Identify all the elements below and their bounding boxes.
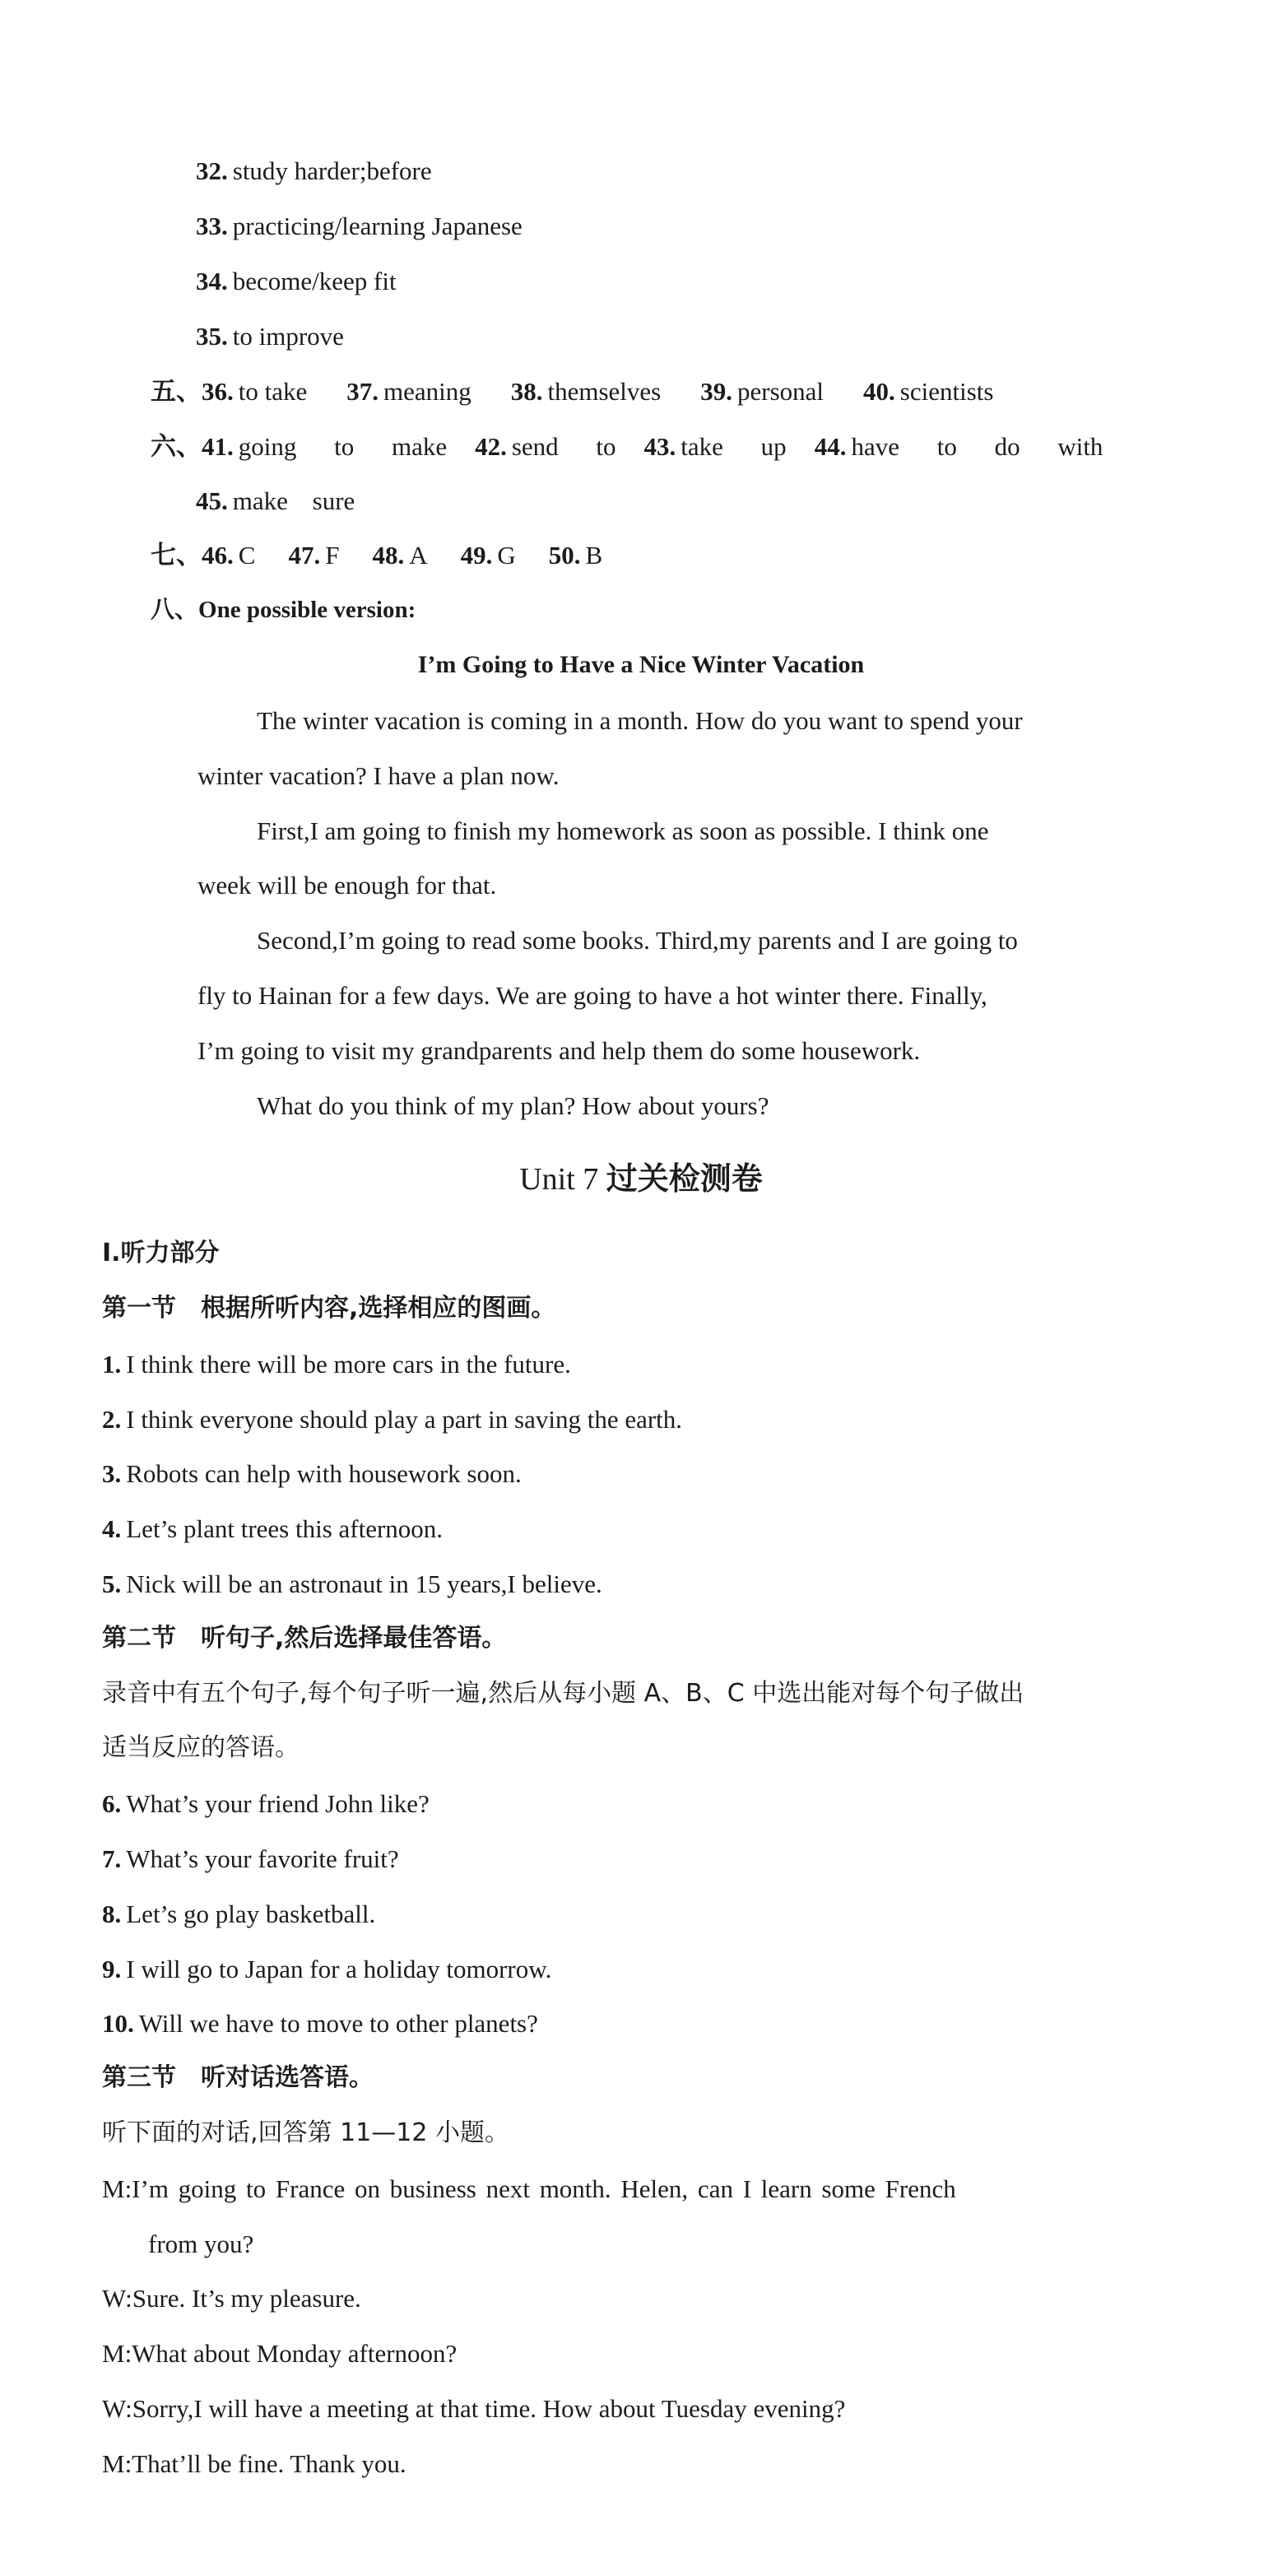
answer-number: 33.	[196, 212, 228, 240]
answer-text: study harder;before	[232, 156, 432, 185]
section-marker: 七、	[151, 541, 202, 570]
answer-number: 34.	[196, 267, 228, 295]
answer-text: C	[238, 541, 256, 570]
essay-line: fly to Hainan for a few days. We are going to have a hot winter there. Finally,	[197, 981, 987, 1010]
item-number: 5.	[102, 1569, 122, 1598]
item-number: 7.	[102, 1844, 122, 1873]
answer-text: G	[497, 541, 516, 570]
answer-34	[196, 268, 397, 294]
essay-line: Second,I’m going to read some books. Third,my parents and I are going to	[257, 926, 1018, 955]
part2-instruction: 录音中有五个句子,每个句子听一遍,然后从每小题 A、B、C 中选出能对每个句子做出	[102, 1679, 1024, 1708]
section-marker: 六、	[151, 432, 202, 462]
answer-text: to improve	[232, 322, 344, 351]
section-marker: 五、	[151, 377, 202, 407]
section-8-heading	[151, 595, 416, 623]
answer-text: scientists	[899, 377, 994, 406]
answer-text: A	[409, 541, 428, 570]
essay-line: week will be enough for that.	[197, 871, 497, 900]
answer-number: 38.	[510, 377, 543, 406]
answer-text: take up	[680, 432, 787, 461]
item-text: I will go to Japan for a holiday tomorrow.	[126, 1955, 552, 1983]
item-text: Robots can help with housework soon.	[126, 1459, 522, 1488]
section-8-label: One possible version:	[198, 597, 416, 623]
dialogue-line: M:What about Monday afternoon?	[102, 2339, 458, 2368]
item-text: Nick will be an astronaut in 15 years,I believe.	[126, 1569, 602, 1598]
answer-35	[196, 323, 344, 349]
dialogue-line: M:That’ll be fine. Thank you.	[102, 2449, 406, 2478]
essay-line: What do you think of my plan? How about yours?	[257, 1091, 769, 1120]
item-text: I think everyone should play a part in saving the earth.	[126, 1405, 683, 1434]
listening-item	[102, 1516, 443, 1541]
listening-item	[102, 1901, 375, 1927]
unit-title-cn: 过关检测卷	[606, 1160, 763, 1197]
answer-number: 50.	[548, 541, 581, 570]
essay-title: I’m Going to Have a Nice Winter Vacation	[417, 651, 865, 678]
answer-text: to take	[238, 377, 308, 406]
dialogue-line: W:Sorry,I will have a meeting at that time. How about Tuesday evening?	[102, 2394, 846, 2423]
answer-text: personal	[737, 377, 824, 406]
dialogue-line: from you?	[148, 2230, 254, 2258]
section-6-answers	[151, 434, 1103, 460]
answer-number: 40.	[863, 377, 895, 406]
answer-33	[196, 213, 523, 239]
part1-heading: 第一节 根据所听内容,选择相应的图画。	[102, 1294, 556, 1323]
part2-heading: 第二节 听句子,然后选择最佳答语。	[102, 1624, 507, 1653]
item-text: What’s your friend John like?	[126, 1789, 430, 1818]
answer-text: practicing/learning Japanese	[232, 212, 523, 240]
answer-number: 37.	[346, 377, 379, 406]
section-marker: 八、	[151, 595, 199, 623]
item-text: I think there will be more cars in the future.	[126, 1350, 571, 1379]
answer-text: meaning	[383, 377, 471, 406]
part3-instruction: 听下面的对话,回答第 11—12 小题。	[102, 2118, 509, 2147]
answer-number: 35.	[196, 322, 228, 351]
item-number: 6.	[102, 1789, 122, 1818]
listening-item	[102, 2011, 538, 2036]
answer-number: 36.	[202, 377, 234, 406]
answer-number: 45.	[196, 486, 228, 515]
part2-instruction-cont: 适当反应的答语。	[102, 1733, 300, 1762]
answer-number: 49.	[460, 541, 493, 570]
answer-number: 39.	[700, 377, 732, 406]
unit-title	[0, 1160, 1282, 1197]
answer-text: themselves	[547, 377, 662, 406]
item-number: 9.	[102, 1955, 122, 1983]
answer-number: 46.	[202, 541, 234, 570]
answer-32	[196, 158, 432, 184]
section-7-answers	[151, 542, 602, 569]
item-number: 8.	[102, 1899, 122, 1928]
essay-line: The winter vacation is coming in a month. How do you want to spend your	[257, 706, 1023, 735]
answer-text: going to make	[238, 432, 448, 461]
listening-item	[102, 1407, 682, 1432]
answer-number: 48.	[372, 541, 405, 570]
listening-item	[102, 1351, 571, 1377]
answer-45	[196, 488, 355, 514]
unit-title-prefix: Unit 7	[519, 1162, 606, 1197]
answer-number: 44.	[814, 432, 847, 461]
essay-line: I’m going to visit my grandparents and help them do some housework.	[197, 1036, 921, 1065]
answer-number: 32.	[196, 156, 228, 185]
listening-item	[102, 1571, 602, 1597]
answer-number: 47.	[288, 541, 321, 570]
answer-number: 41.	[202, 432, 234, 461]
dialogue-line: W:Sure. It’s my pleasure.	[102, 2284, 361, 2313]
answer-number: 43.	[643, 432, 676, 461]
answer-text: have to do with	[851, 432, 1103, 461]
item-text: What’s your favorite fruit?	[126, 1844, 399, 1873]
item-text: Let’s plant trees this afternoon.	[126, 1514, 444, 1543]
item-text: Will we have to move to other planets?	[138, 2009, 538, 2038]
item-number: 2.	[102, 1405, 122, 1434]
answer-text: send to	[511, 432, 616, 461]
dialogue-line: M:I’m going to France on business next month. Helen, can I learn some French	[102, 2174, 956, 2203]
listening-item	[102, 1846, 399, 1872]
item-number: 3.	[102, 1459, 122, 1488]
answer-text: become/keep fit	[232, 267, 397, 295]
answer-number: 42.	[475, 432, 507, 461]
essay-line: winter vacation? I have a plan now.	[197, 761, 560, 790]
answer-text: make sure	[232, 486, 355, 515]
item-number: 1.	[102, 1350, 122, 1379]
item-number: 10.	[102, 2009, 134, 2038]
item-text: Let’s go play basketball.	[126, 1899, 376, 1928]
part3-heading: 第三节 听对话选答语。	[102, 2063, 374, 2092]
listening-item	[102, 1956, 551, 1982]
listening-heading: Ⅰ.听力部分	[102, 1239, 220, 1267]
section-5-answers	[151, 379, 993, 405]
listening-item	[102, 1461, 522, 1486]
essay-line: First,I am going to finish my homework as soon as possible. I think one	[257, 816, 989, 845]
item-number: 4.	[102, 1514, 122, 1543]
answer-text: F	[325, 541, 340, 570]
answer-text: B	[585, 541, 603, 570]
listening-item	[102, 1791, 430, 1816]
